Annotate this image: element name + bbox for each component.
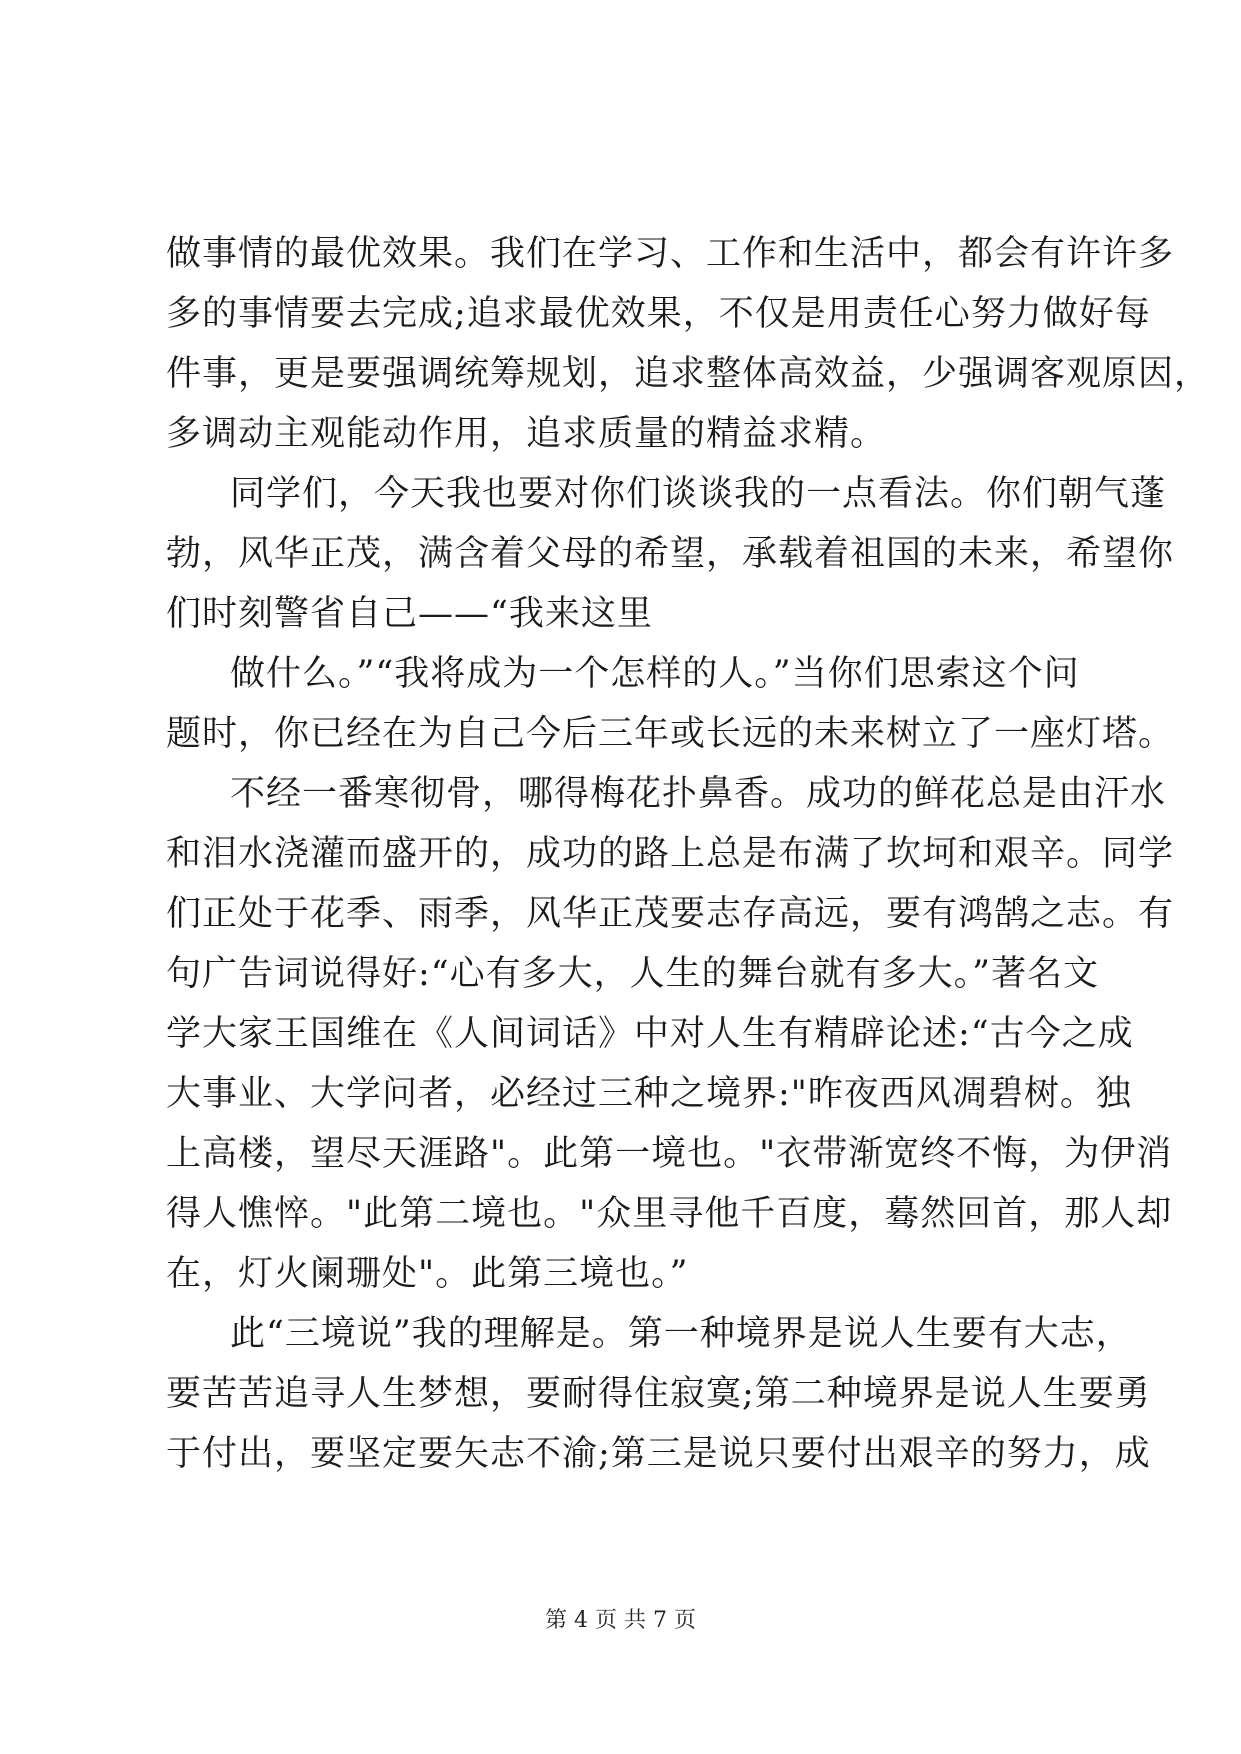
- text-line: 上高楼，望尽天涯路"。此第一境也。"衣带渐宽终不悔，为伊消: [166, 1134, 1173, 1174]
- text-line: 做什么。”“我将成为一个怎样的人。”当你们思索这个问: [230, 654, 1080, 694]
- text-line: 和泪水浇灌而盛开的，成功的路上总是布满了坎坷和艰辛。同学: [166, 834, 1175, 874]
- text-line: 们正处于花季、雨季，风华正茂要志存高远，要有鸿鹄之志。有: [166, 894, 1175, 934]
- text-line: 件事，更是要强调统筹规划，追求整体高效益，少强调客观原因，: [166, 354, 1211, 394]
- text-line: 多调动主观能动作用，追求质量的精益求精。: [166, 414, 887, 454]
- text-line: 大事业、大学问者，必经过三种之境界:"昨夜西风凋碧树。独: [166, 1074, 1132, 1114]
- text-line: 句广告词说得好:“心有多大，人生的舞台就有多大。”著名文: [166, 954, 1100, 994]
- document-body: [166, 224, 1211, 1484]
- text-line: 不经一番寒彻骨，哪得梅花扑鼻香。成功的鲜花总是由汗水: [230, 774, 1167, 814]
- text-line: 做事情的最优效果。我们在学习、工作和生活中，都会有许许多: [166, 234, 1175, 274]
- text-line: 要苦苦追寻人生梦想，要耐得住寂寞;第二种境界是说人生要勇: [166, 1374, 1151, 1414]
- text-line: 学大家王国维在《人间词话》中对人生有精辟论述:“古今之成: [166, 1014, 1134, 1054]
- text-line: 得人憔悴。"此第二境也。"众里寻他千百度，蓦然回首，那人却: [166, 1194, 1173, 1234]
- text-line: 题时，你已经在为自己今后三年或长远的未来树立了一座灯塔。: [166, 714, 1175, 754]
- text-line: 勃，风华正茂，满含着父母的希望，承载着祖国的未来，希望你: [166, 534, 1175, 574]
- text-line: 同学们，今天我也要对你们谈谈我的一点看法。你们朝气蓬: [230, 474, 1167, 514]
- text-line: 多的事情要去完成;追求最优效果，不仅是用责任心努力做好每: [166, 294, 1151, 334]
- text-line: 于付出，要坚定要矢志不渝;第三是说只要付出艰辛的努力，成: [166, 1434, 1151, 1474]
- text-line: 在，灯火阑珊处"。此第三境也。”: [166, 1254, 689, 1294]
- text-line: 们时刻警省自己——“我来这里: [166, 594, 653, 634]
- text-line: 此“三境说”我的理解是。第一种境界是说人生要有大志，: [230, 1314, 1132, 1354]
- page-number-footer: 第 4 页 共 7 页: [545, 1608, 696, 1633]
